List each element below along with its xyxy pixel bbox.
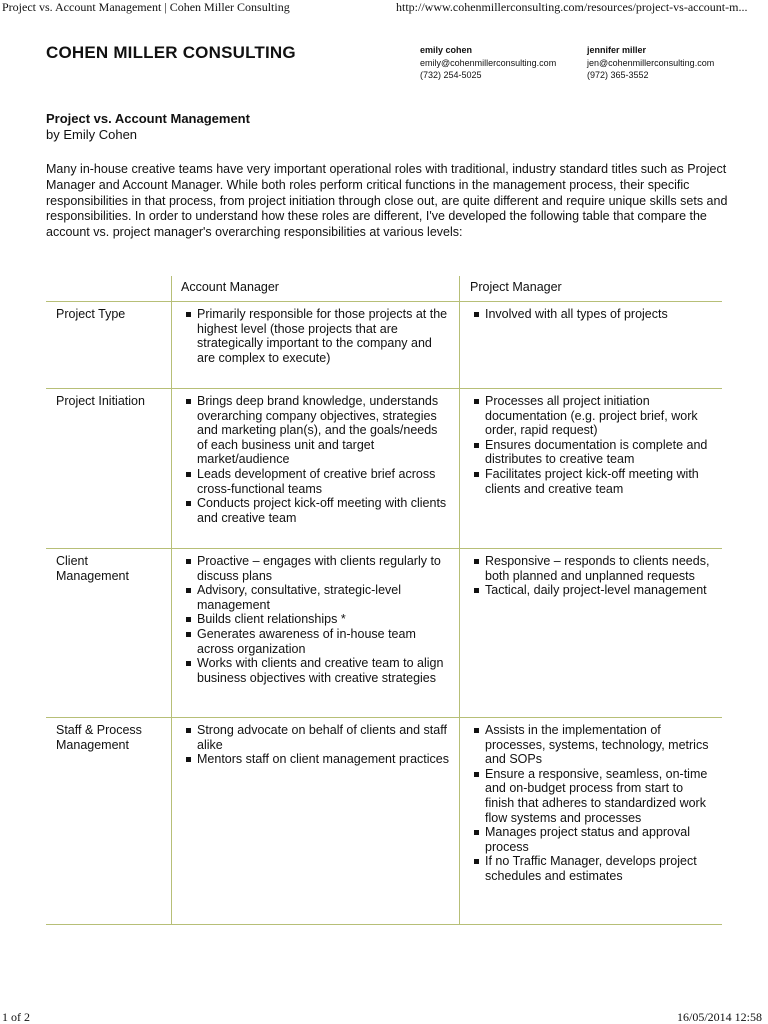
list-item: Proactive – engages with clients regularly to discuss plans <box>186 554 450 583</box>
column-divider <box>171 389 172 548</box>
article-byline: by Emily Cohen <box>46 127 138 142</box>
row-label: Project Type <box>56 307 126 321</box>
bullet-icon <box>186 559 191 564</box>
account-manager-list <box>186 394 450 525</box>
account-manager-list <box>186 307 450 365</box>
project-manager-list <box>474 723 714 884</box>
list-item: Strong advocate on behalf of clients and staff alike <box>186 723 450 752</box>
bullet-icon <box>186 588 191 593</box>
article-intro: Many in-house creative teams have very important operational roles with traditional, industry standard titles such as Project Manager and Account Manager. While both roles perform critical functions in the management process, their specific responsibilities in that process, from project initiation through close out, are quite different and require unique skills sets and responsibilities. In order to understand how these roles are different, I've developed the following table that compare the account vs. project manager's overarching responsibilities at various levels: <box>46 162 728 240</box>
print-footer <box>0 1010 768 1024</box>
bullet-icon <box>474 588 479 593</box>
print-header <box>0 0 768 18</box>
list-item: Facilitates project kick-off meeting with clients and creative team <box>474 467 714 496</box>
header-project-manager: Project Manager <box>470 280 562 294</box>
page-number: 1 of 2 <box>2 1010 30 1024</box>
bullet-icon <box>474 859 479 864</box>
contact-emily <box>420 44 556 82</box>
table-row-client-management <box>46 548 722 717</box>
bullet-icon <box>186 399 191 404</box>
account-manager-list <box>186 554 450 685</box>
list-item: Involved with all types of projects <box>474 307 714 322</box>
column-divider <box>171 549 172 717</box>
list-item: Primarily responsible for those projects at the highest level (those projects that are strategically important to the company and are complex to execute) <box>186 307 450 365</box>
column-divider <box>459 549 460 717</box>
row-label: Project Initiation <box>56 394 145 408</box>
company-name: COHEN MILLER CONSULTING <box>46 43 296 62</box>
print-page-title: Project vs. Account Management | Cohen Miller Consulting <box>2 0 290 14</box>
project-manager-list <box>474 394 714 496</box>
list-item: Conducts project kick-off meeting with clients and creative team <box>186 496 450 525</box>
bullet-icon <box>474 399 479 404</box>
column-divider <box>171 276 172 301</box>
table-header-row <box>46 276 722 301</box>
list-item: Manages project status and approval process <box>474 825 714 854</box>
column-divider <box>459 718 460 924</box>
table-row-project-type <box>46 301 722 388</box>
list-item: Responsive – responds to clients needs, both planned and unplanned requests <box>474 554 714 583</box>
project-manager-list <box>474 554 714 598</box>
account-manager-list <box>186 723 450 767</box>
table-row-staff-process-management <box>46 717 722 925</box>
list-item: Tactical, daily project-level management <box>474 583 714 598</box>
bullet-icon <box>474 728 479 733</box>
column-divider <box>459 276 460 301</box>
contact-jennifer <box>587 44 714 82</box>
list-item: Works with clients and creative team to align business objectives with creative strategies <box>186 656 450 685</box>
list-item: Brings deep brand knowledge, understands overarching company objectives, strategies and marketing plan(s), and the goals/needs of each business unit and target market/audience <box>186 394 450 467</box>
list-item: Ensure a responsive, seamless, on-time and on-budget process from start to finish that adheres to standardized work flow systems and processes <box>474 767 714 825</box>
print-page-url: http://www.cohenmillerconsulting.com/resources/project-vs-account-m... <box>396 0 748 14</box>
bullet-icon <box>474 443 479 448</box>
row-label: Client Management <box>56 554 129 583</box>
list-item: Advisory, consultative, strategic-level management <box>186 583 450 612</box>
bullet-icon <box>186 728 191 733</box>
article-title: Project vs. Account Management <box>46 111 250 126</box>
contact-email: jen@cohenmillerconsulting.com <box>587 57 715 68</box>
bullet-icon <box>186 617 191 622</box>
comparison-table <box>46 276 722 925</box>
bullet-icon <box>474 830 479 835</box>
bullet-icon <box>474 559 479 564</box>
bullet-icon <box>186 632 191 637</box>
list-item: Leads development of creative brief across cross-functional teams <box>186 467 450 496</box>
bullet-icon <box>474 312 479 317</box>
project-manager-list <box>474 307 714 322</box>
column-divider <box>459 302 460 388</box>
contact-phone: (732) 254-5025 <box>420 70 482 80</box>
contact-email: emily@cohenmillerconsulting.com <box>420 57 557 68</box>
list-item: Ensures documentation is complete and distributes to creative team <box>474 438 714 467</box>
row-label: Staff & Process Management <box>56 723 142 752</box>
contact-name: jennifer miller <box>587 45 647 55</box>
bullet-icon <box>186 501 191 506</box>
column-divider <box>459 389 460 548</box>
print-datetime: 16/05/2014 12:58 <box>676 1010 762 1024</box>
contact-phone: (972) 365-3552 <box>587 70 649 80</box>
column-divider <box>171 302 172 388</box>
column-divider <box>171 718 172 924</box>
list-item: If no Traffic Manager, develops project schedules and estimates <box>474 854 714 883</box>
bullet-icon <box>474 772 479 777</box>
bullet-icon <box>186 312 191 317</box>
bullet-icon <box>474 472 479 477</box>
list-item: Generates awareness of in-house team across organization <box>186 627 450 656</box>
list-item: Builds client relationships * <box>186 612 450 627</box>
list-item: Mentors staff on client management practices <box>186 752 450 767</box>
list-item: Assists in the implementation of processes, systems, technology, metrics and SOPs <box>474 723 714 767</box>
table-row-project-initiation <box>46 388 722 548</box>
contact-name: emily cohen <box>420 45 473 55</box>
list-item: Processes all project initiation documentation (e.g. project brief, work order, rapid request) <box>474 394 714 438</box>
header-account-manager: Account Manager <box>181 280 279 294</box>
bullet-icon <box>186 661 191 666</box>
bullet-icon <box>186 757 191 762</box>
bullet-icon <box>186 472 191 477</box>
